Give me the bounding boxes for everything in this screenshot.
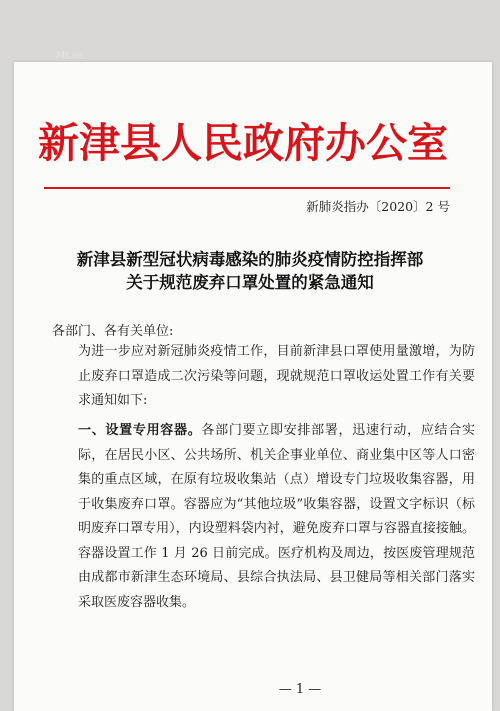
page-number: — 1 — [278, 682, 322, 697]
faint-watermark: Mt.ee [56, 51, 83, 61]
item-one-paragraph [52, 419, 475, 615]
salutation: 各部门、各有关单位: [52, 324, 174, 339]
issuing-office-header: 新津县人民政府办公室 [38, 119, 448, 167]
item-one-heading: 一、设置专用容器。 [78, 423, 202, 438]
item-one-body: 各部门要立即安排部署，迅速行动，应结合实际，在居民小区、公共场所、机关企事业单位、商业集中区等人口密集的重点区域，在原有垃圾收集站（点）增设专门垃圾收集容器，用于收集废弃口罩。容器应为“其他垃圾”收集容器，设置文字标识（标明废弃口罩专用），内设塑料袋内衬，避免废弃口罩与容器直接接触。容器设置工作 1 月 26 日前完成。医疗机构及周边，按医废管理规范由成都市新津生态环境局、县综合执法局、县卫健局等相关部门落实采取医废容器收集。 [78, 423, 475, 610]
document-title-line-1: 新津县新型冠状病毒感染的肺炎疫情防控指挥部 [76, 250, 424, 269]
document-number: 新肺炎指办〔2020〕2 号 [306, 199, 450, 214]
document-title [40, 248, 460, 294]
intro-paragraph [52, 340, 475, 414]
intro-text: 为进一步应对新冠肺炎疫情工作，目前新津县口罩使用量激增，为防止废弃口罩造成二次污染等问题，现就规范口罩收运处置工作有关要求通知如下: [78, 344, 475, 408]
red-divider-line [44, 187, 450, 189]
document-title-line-2: 关于规范废弃口罩处置的紧急通知 [126, 273, 374, 292]
